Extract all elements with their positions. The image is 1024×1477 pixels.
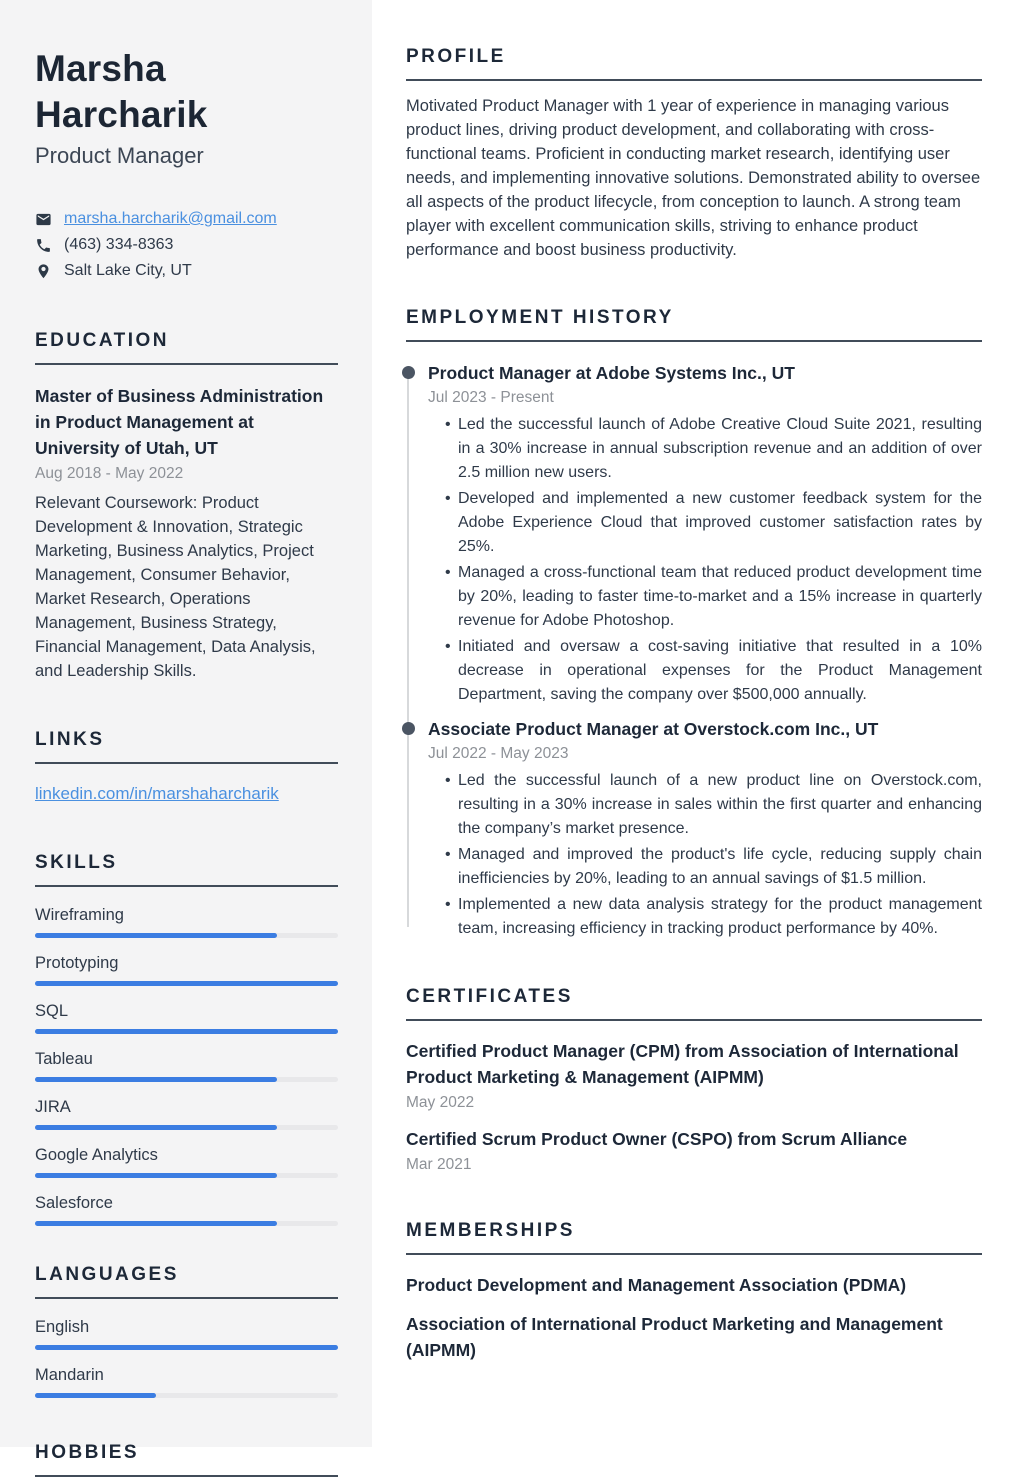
languages-heading: LANGUAGES xyxy=(35,1264,338,1299)
memberships-list xyxy=(406,1272,982,1363)
skill-bar-fill xyxy=(35,933,277,938)
skill-bar-track xyxy=(35,1125,338,1130)
location-text: Salt Lake City, UT xyxy=(64,262,192,279)
skill-label: SQL xyxy=(35,1002,69,1020)
timeline-dot xyxy=(402,366,415,379)
education-heading: EDUCATION xyxy=(35,330,338,365)
job-bullet-list xyxy=(428,413,982,707)
certificate-item xyxy=(406,1126,982,1175)
job-bullet: • Implemented a new data analysis strategy for the product management team, increasing efficiency in tracking product performance by 40%. xyxy=(458,893,982,941)
language-bar-fill xyxy=(35,1393,156,1398)
memberships-heading: MEMBERSHIPS xyxy=(406,1220,982,1255)
email-link[interactable]: marsha.harcharik@gmail.com xyxy=(64,210,277,227)
contact-location-row xyxy=(35,258,338,284)
linkedin-link[interactable]: linkedin.com/in/marshaharcharik xyxy=(35,784,279,803)
hobbies-heading: HOBBIES xyxy=(35,1442,338,1477)
person-name: Marsha Harcharik xyxy=(35,48,208,135)
membership-item xyxy=(406,1272,982,1298)
skill-bar-fill xyxy=(35,1077,277,1082)
skills-heading: SKILLS xyxy=(35,852,338,887)
skill-bar-track xyxy=(35,933,338,938)
language-label: English xyxy=(35,1318,90,1336)
email-icon xyxy=(35,211,52,228)
skill-item xyxy=(35,904,338,938)
job-title: Associate Product Manager at Overstock.com Inc., UT xyxy=(428,719,879,739)
links-list xyxy=(35,764,338,806)
language-bar-fill xyxy=(35,1345,338,1350)
certificate-title: Certified Product Manager (CPM) from Association of International Product Marketing & Management (AIPMM) xyxy=(406,1041,959,1087)
job-dates: Jul 2022 - May 2023 xyxy=(428,745,569,762)
links-heading: LINKS xyxy=(35,729,338,764)
languages-list xyxy=(35,1316,338,1398)
skill-bar-track xyxy=(35,1173,338,1178)
membership-title: Association of International Product Marketing and Management (AIPMM) xyxy=(406,1314,943,1360)
certificate-title: Certified Scrum Product Owner (CSPO) from Scrum Alliance xyxy=(406,1129,908,1149)
job-bullet: • Managed and improved the product's life cycle, reducing supply chain inefficiencies by 20%, leading to an annual savings of $1.5 million. xyxy=(458,843,982,891)
language-item xyxy=(35,1364,338,1398)
job-bullet: • Led the successful launch of Adobe Creative Cloud Suite 2021, resulting in a 30% increase in annual subscription revenue and an addition of over 2.5 million new users. xyxy=(458,413,982,485)
certificates-list xyxy=(406,1038,982,1175)
phone-icon xyxy=(35,237,52,254)
language-bar-track xyxy=(35,1393,338,1398)
language-label: Mandarin xyxy=(35,1366,104,1384)
job-entry xyxy=(406,361,982,707)
education-dates: Aug 2018 - May 2022 xyxy=(35,465,184,482)
skills-section xyxy=(35,852,338,1226)
certificates-heading: CERTIFICATES xyxy=(406,986,982,1021)
skill-item xyxy=(35,1192,338,1226)
job-bullet: • Managed a cross-functional team that reduced product development time by 20%, leading to faster time-to-market and a 15% increase in quarterly revenue for Adobe Photoshop. xyxy=(458,561,982,633)
certificates-section xyxy=(406,986,982,1175)
education-section xyxy=(35,330,338,683)
language-bar-track xyxy=(35,1345,338,1350)
job-bullet: • Developed and implemented a new customer feedback system for the Adobe Experience Cloud that improved customer satisfaction rates by 25%. xyxy=(458,487,982,559)
job-bullet: • Initiated and oversaw a cost-saving initiative that resulted in a 10% decrease in operational expenses for the Product Management Department, saving the company over $500,000 annually. xyxy=(458,635,982,707)
certificate-date: May 2022 xyxy=(406,1094,475,1111)
skill-item xyxy=(35,1048,338,1082)
memberships-section xyxy=(406,1220,982,1363)
location-icon xyxy=(35,263,52,280)
job-dates: Jul 2023 - Present xyxy=(428,389,554,406)
skill-bar-fill xyxy=(35,1125,277,1130)
profile-heading: PROFILE xyxy=(406,46,982,81)
skill-bar-fill xyxy=(35,1173,277,1178)
hobbies-section xyxy=(35,1442,338,1477)
skills-list xyxy=(35,904,338,1226)
links-section xyxy=(35,729,338,806)
skill-bar-track xyxy=(35,1029,338,1034)
person-job-title: Product Manager xyxy=(35,143,204,168)
skill-bar-track xyxy=(35,1077,338,1082)
education-degree: Master of Business Administration in Product Management at University of Utah, UT xyxy=(35,386,324,458)
skill-label: Google Analytics xyxy=(35,1146,158,1164)
skill-item xyxy=(35,1144,338,1178)
skill-item xyxy=(35,1096,338,1130)
certificate-item xyxy=(406,1038,982,1113)
skill-bar-fill xyxy=(35,1029,338,1034)
employment-timeline xyxy=(406,361,982,941)
contact-block xyxy=(35,206,338,284)
membership-item xyxy=(406,1311,982,1363)
profile-section xyxy=(406,46,982,262)
skill-bar-fill xyxy=(35,981,338,986)
skill-bar-track xyxy=(35,981,338,986)
education-description: Relevant Coursework: Product Development & Innovation, Strategic Marketing, Business Analytics, Project Management, Consumer Behavior, Market Research, Operations Management, Business Strategy, Financial Management, Data Analysis, and Leadership Skills. xyxy=(35,494,316,680)
employment-heading: EMPLOYMENT HISTORY xyxy=(406,307,982,342)
skill-label: Salesforce xyxy=(35,1194,113,1212)
membership-title: Product Development and Management Association (PDMA) xyxy=(406,1275,907,1295)
skill-item xyxy=(35,952,338,986)
phone-number: (463) 334-8363 xyxy=(64,236,174,253)
skill-label: Wireframing xyxy=(35,906,124,924)
skill-bar-fill xyxy=(35,1221,277,1226)
job-title: Product Manager at Adobe Systems Inc., UT xyxy=(428,363,795,383)
timeline-dot xyxy=(402,722,415,735)
contact-email-row xyxy=(35,206,338,232)
skill-label: JIRA xyxy=(35,1098,71,1116)
skill-bar-track xyxy=(35,1221,338,1226)
profile-text: Motivated Product Manager with 1 year of experience in managing various product lines, driving product development, and collaborating with cross-functional teams. Proficient in conducting market research, identifying user needs, and implementing innovative solutions. Demonstrated ability to oversee all aspects of the product lifecycle, from conception to launch. A strong team player with excellent communication skills, striving to enhance product performance and boost business productivity. xyxy=(406,97,981,259)
certificate-date: Mar 2021 xyxy=(406,1156,472,1173)
contact-phone-row xyxy=(35,232,338,258)
languages-section xyxy=(35,1264,338,1398)
skill-item xyxy=(35,1000,338,1034)
job-bullet-list xyxy=(428,769,982,941)
main-column xyxy=(372,0,1024,1447)
job-entry xyxy=(406,717,982,941)
sidebar xyxy=(0,0,372,1463)
skill-label: Tableau xyxy=(35,1050,93,1068)
language-item xyxy=(35,1316,338,1350)
employment-section xyxy=(406,307,982,941)
job-bullet: • Led the successful launch of a new product line on Overstock.com, resulting in a 30% increase in sales within the first quarter and enhancing the company’s market presence. xyxy=(458,769,982,841)
skill-label: Prototyping xyxy=(35,954,119,972)
